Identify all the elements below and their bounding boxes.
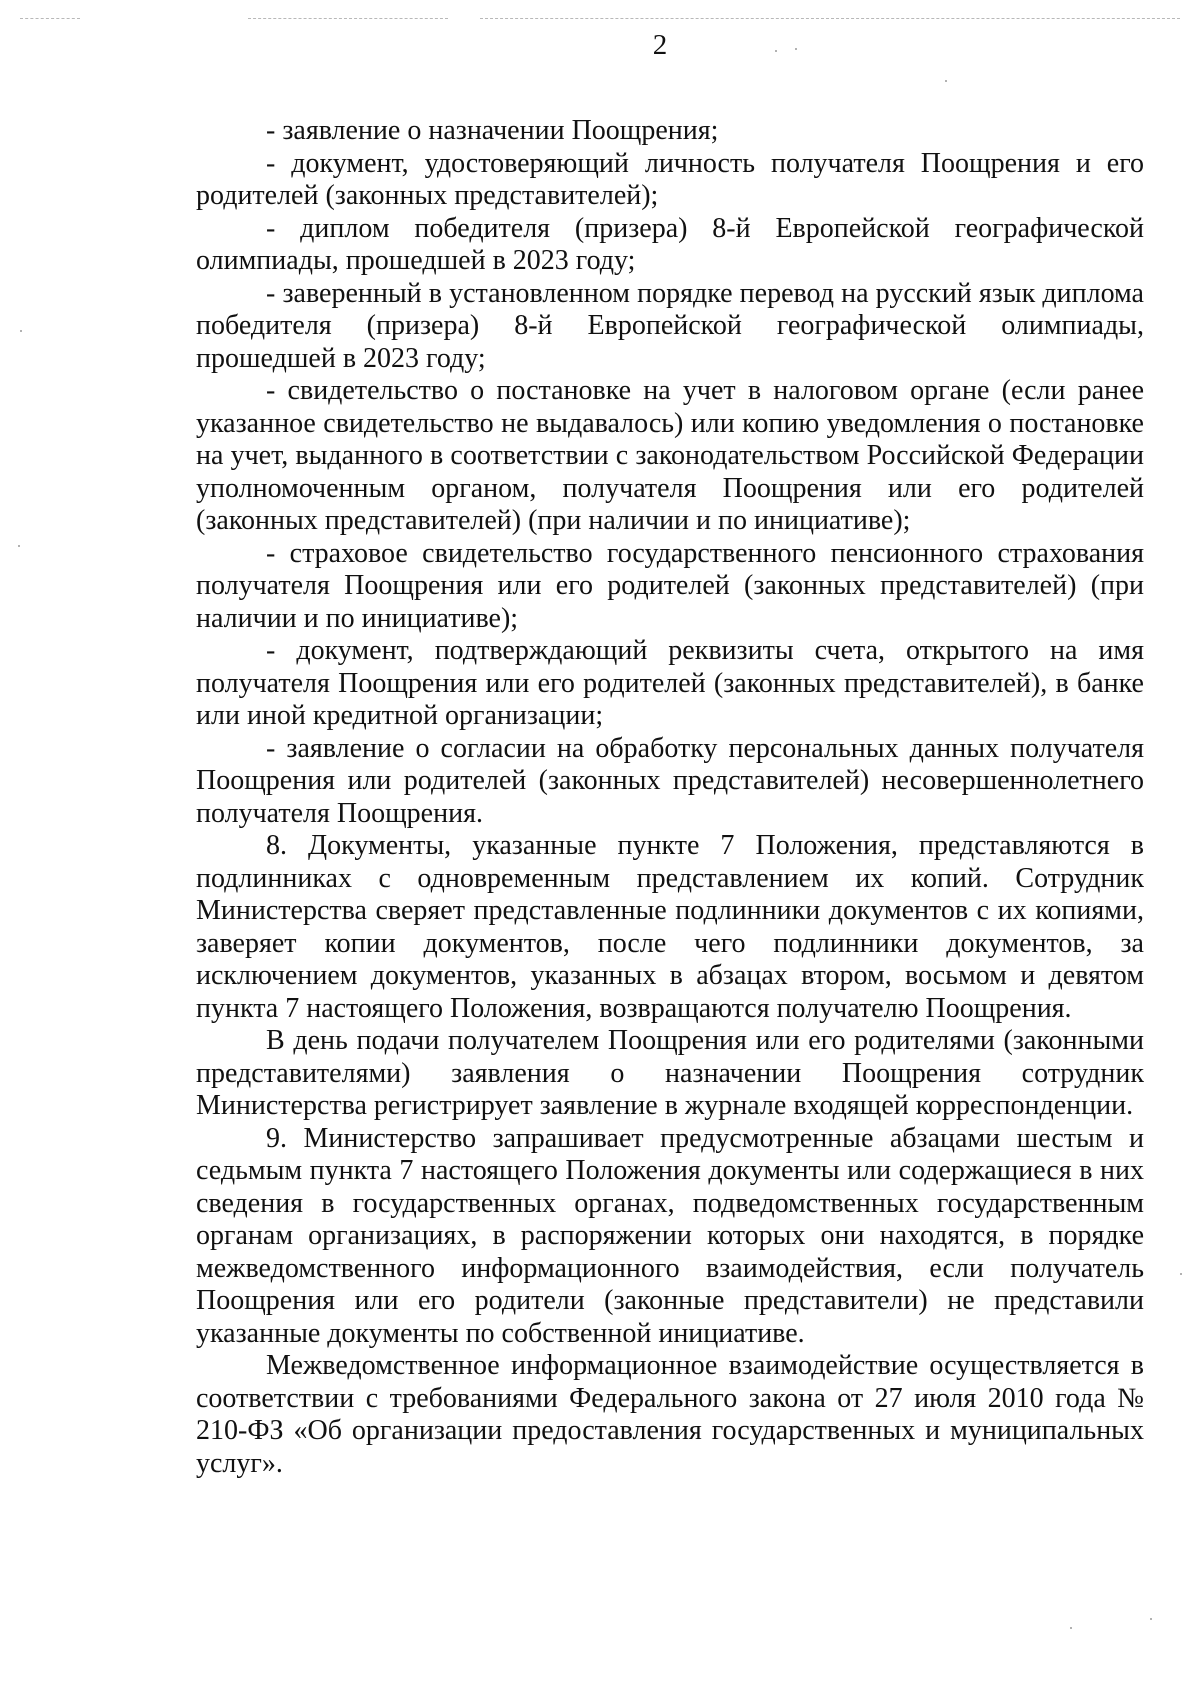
- list-item-application: - заявление о назначении Поощрения;: [266, 115, 719, 146]
- scan-speck: [1070, 1627, 1072, 1629]
- scan-speck: [945, 80, 947, 82]
- clause-8-registration-paragraph: В день подачи получателем Поощрения или его родителями (законными представителями) заявления о назначении Поощрения сотрудник Министерства регистрирует заявление в журнале входящей корреспонденции.: [196, 1025, 1144, 1121]
- list-item-bank-details: - документ, подтверждающий реквизиты счета, открытого на имя получателя Поощрения или его родителей (законных представителей), в банке или иной кредитной организации;: [196, 635, 1144, 731]
- list-item-diploma: - диплом победителя (призера) 8-й Европейской географической олимпиады, прошедшей в 2023 году;: [196, 212, 1144, 276]
- interagency-interaction-paragraph: Межведомственное информационное взаимодействие осуществляется в соответствии с требованиями Федерального закона от 27 июля 2010 года № 210-ФЗ «Об организации предоставления государственных и муниципальных услуг».: [196, 1350, 1144, 1479]
- scan-artifact-line: [248, 18, 448, 19]
- document-body: [196, 115, 1144, 1480]
- list-item-identity-document: - документ, удостоверяющий личность получателя Поощрения и его родителей (законных представителей);: [196, 147, 1144, 211]
- scan-speck: [20, 330, 22, 332]
- clause-9-paragraph: 9. Министерство запрашивает предусмотренные абзацами шестым и седьмым пункта 7 настоящего Положения документы или содержащиеся в них сведения в государственных органах, подведомственных государственным органам организациях, в распоряжении которых они находятся, в порядке межведомственного информационного взаимодействия, если получатель Поощрения или его родители (законные представители) не представили указанные документы по собственной инициативе.: [196, 1122, 1144, 1349]
- scan-speck: [795, 48, 797, 50]
- scan-speck: [775, 50, 777, 52]
- scan-artifact-line: [480, 18, 1180, 19]
- scan-artifact-line: [20, 18, 80, 19]
- scan-speck: [1180, 1273, 1182, 1275]
- page-number: 2: [652, 29, 668, 61]
- list-item-pension-certificate: - страховое свидетельство государственного пенсионного страхования получателя Поощрения или его родителей (законных представителей) (при наличии и по инициативе);: [196, 537, 1144, 634]
- list-item-diploma-translation: - заверенный в установленном порядке перевод на русский язык диплома победителя (призера) 8-й Европейской географической олимпиады, прошедшей в 2023 году;: [196, 277, 1144, 374]
- scan-speck: [18, 545, 20, 547]
- list-item-data-consent: - заявление о согласии на обработку персональных данных получателя Поощрения или родителей (законных представителей) несовершеннолетнего получателя Поощрения.: [196, 732, 1144, 829]
- list-item-tax-certificate: - свидетельство о постановке на учет в налоговом органе (если ранее указанное свидетельство не выдавалось) или копию уведомления о постановке на учет, выданного в соответствии с законодательством Российской Федерации уполномоченным органом, получателя Поощрения или его родителей (законных представителей) (при наличии и по инициативе);: [196, 375, 1144, 536]
- scan-speck: [1150, 1618, 1152, 1620]
- clause-8-paragraph: 8. Документы, указанные пункте 7 Положения, представляются в подлинниках с одновременным представлением их копий. Сотрудник Министерства сверяет представленные подлинники документов с их копиями, заверяет копии документов, после чего подлинники документов, за исключением документов, указанных в абзацах втором, восьмом и девятом пункта 7 настоящего Положения, возвращаются получателю Поощрения.: [196, 830, 1144, 1024]
